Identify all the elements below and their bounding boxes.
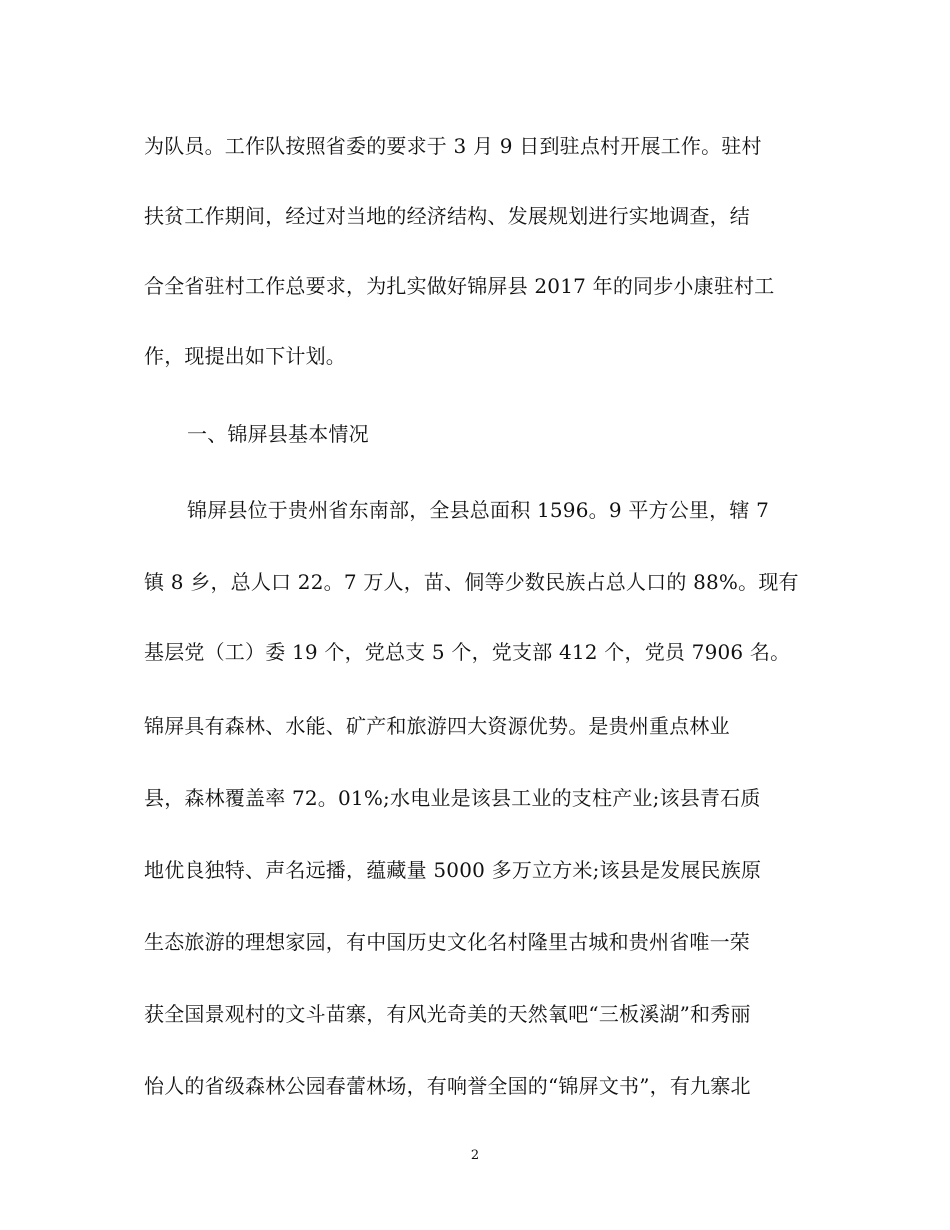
text-line: 扶贫工作期间，经过对当地的经济结构、发展规划进行实地调查，结 — [144, 204, 750, 228]
text-line: 镇 8 乡，总人口 22。7 万人，苗、侗等少数民族占总人口的 88%。现有 — [144, 570, 799, 594]
text-line: 合全省驻村工作总要求，为扎实做好锦屏县 2017 年的同步小康驻村工 — [144, 274, 775, 298]
text-line: 县，森林覆盖率 72。01%;水电业是该县工业的支柱产业;该县青石质 — [144, 786, 761, 810]
text-line: 作，现提出如下计划。 — [144, 344, 346, 368]
text-line: 为队员。工作队按照省委的要求于 3 月 9 日到驻点村开展工作。驻村 — [144, 134, 762, 158]
text-line: 锦屏县位于贵州省东南部，全县总面积 1596。9 平方公里，辖 7 — [187, 498, 770, 522]
section-heading: 一、锦屏县基本情况 — [187, 422, 369, 446]
text-line: 锦屏具有森林、水能、矿产和旅游四大资源优势。是贵州重点林业 — [144, 714, 730, 738]
text-line: 怡人的省级森林公园春蕾林场，有响誉全国的“锦屏文书”，有九寨北 — [144, 1074, 751, 1098]
text-line: 地优良独特、声名远播，蕴藏量 5000 多万立方米;该县是发展民族原 — [144, 858, 762, 882]
page-number: 2 — [470, 1148, 480, 1163]
text-line: 获全国景观村的文斗苗寨，有风光奇美的天然氧吧“三板溪湖”和秀丽 — [144, 1002, 751, 1026]
text-line: 生态旅游的理想家园，有中国历史文化名村隆里古城和贵州省唯一荣 — [144, 930, 750, 954]
text-line: 基层党（工）委 19 个，党总支 5 个，党支部 412 个，党员 7906 名。 — [144, 640, 791, 664]
